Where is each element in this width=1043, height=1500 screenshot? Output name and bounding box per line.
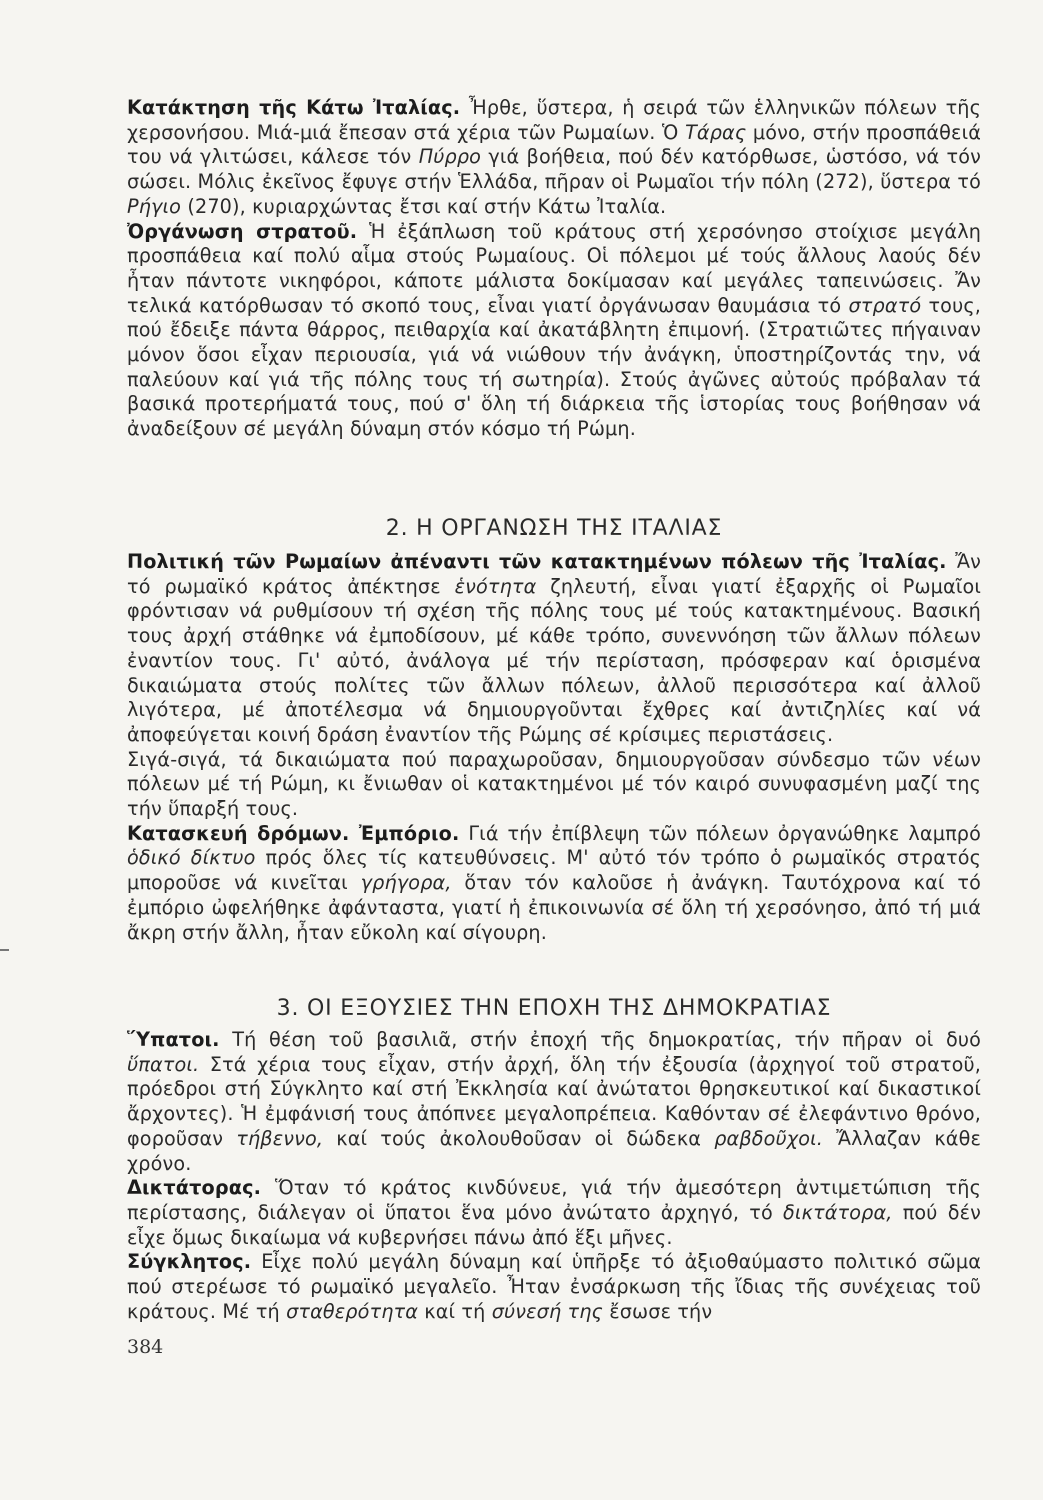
- paragraph-text: ζηλευτή, εἶναι γιατί ἐξαρχῆς οἱ Ρωμαῖοι φρόντισαν νά ρυθμίσουν τή σχέση τῆς πόλης τους μέ τούς κατακτημένους. Βασική τους ἀρχή στάθηκε νά ἐμποδίσουν, μέ κάθε τρόπο, συνεννόηση τῶν ἄλλων πόλεων ἐναντίον τους. Γι' αὐτό, ἀνάλογα μέ τήν περίσταση, πρόσφεραν καί ὁρισμένα δικαιώματα στούς πολίτες τῶν ἄλλων πόλεων, ἀλλοῦ περισσότερα καί ἀλλοῦ λιγότερα, μέ ἀποτέλεσμα νά δημιουργοῦνται ἔχθρες καί ἀντιζηλίες καί νά ἀποφεύγεται κοινή δράση ἐναντίον τῆς Ρώμης σέ κρίσιμες περιστάσεις.: [127, 574, 982, 746]
- paragraph-lead: Σύγκλητος.: [127, 1250, 252, 1274]
- paragraph-text: Ἄλλαζαν κάθε χρόνο.: [127, 1126, 981, 1175]
- emphasis-term: ὁδικό δίκτυο: [127, 846, 256, 870]
- paragraph-text: Ἄν τό ρωμαϊκό κράτος ἀπέκτησε: [127, 550, 981, 598]
- emphasis-term: Τάρας: [685, 120, 747, 144]
- paragraph-text: Τή θέση τοῦ βασιλιᾶ, στήν ἐποχή τῆς δημοκρατίας, τήν πῆραν οἱ δυό: [219, 1028, 981, 1051]
- paragraph-consuls: [127, 1028, 981, 1176]
- paragraph-text: ἔσωσε τήν: [602, 1299, 713, 1323]
- paragraph-text: ὅταν τόν καλοῦσε ἡ ἀνάγκη. Ταυτόχρονα καί τό ἐμπόριο ὠφελήθηκε ἀφάνταστα, γιατί ἡ ἐπικοινωνία σέ ὅλη τή χερσόνησο, ἀπό τή μιά ἄκρη στήν ἄλλη, ἦταν εὔκολη καί σίγουρη.: [127, 871, 981, 944]
- emphasis-term: ἑνότητα: [454, 574, 537, 598]
- paragraph-text: Ὅταν τό κράτος κινδύνευε, γιά τήν ἀμεσότερη ἀντιμετώπιση τῆς περίστασης, διάλεγαν οἱ ὕπατοι ἕνα μόνο ἀνώτατο ἀρχηγό, τό: [127, 1176, 981, 1224]
- text-block-organisation: [127, 550, 981, 945]
- emphasis-term: γρήγορα,: [360, 871, 452, 895]
- paragraph-text: πρός ὅλες τίς κατευθύνσεις. Μ' αὐτό τόν τρόπο ὁ ρωμαϊκός στρατός μποροῦσε νά κινεῖται: [127, 846, 981, 895]
- paragraph-text: καί τή: [418, 1299, 492, 1323]
- emphasis-term: Πύρρο: [418, 145, 482, 169]
- text-block-powers: [127, 1028, 981, 1324]
- paragraph-conquest-south-italy: [127, 96, 981, 220]
- emphasis-term: δικτάτορα,: [783, 1200, 893, 1224]
- paragraph-text: τους, πού ἔδειξε πάντα θάρρος, πειθαρχία καί ἀκατάβλητη ἐπιμονή. (Στρατιῶτες πήγαιναν μόνον ὅσοι εἶχαν περιουσία, γιά νά νιώθουν τήν ἀνάγκη, ὑποστηρίζοντάς την, νά παλεύουν καί γιά τῆς πόλης τους τή σωτηρία). Στούς ἀγῶνες αὐτούς πρόβαλαν τά βασικά προτερήματά τους, πού σ' ὅλη τή διάρκεια τῆς ἱστορίας τους βοήθησαν νά ἀναδείξουν σέ μεγάλη δύναμη στόν κόσμο τή Ρώμη.: [127, 293, 981, 441]
- paragraph-text: Σιγά-σιγά, τά δικαιώματα πού παραχωροῦσαν, δημιουργοῦσαν σύνδεσμο τῶν νέων πόλεων μέ τή Ρώμη, κι ἔνιωθαν οἱ κατακτημένοι μέ τόν καιρό συνυφασμένη μαζί της τήν ὕπαρξή τους.: [127, 747, 981, 821]
- paragraph-text: Στά χέρια τους εἶχαν, στήν ἀρχή, ὅλη τήν ἐξουσία (ἀρχηγοί τοῦ στρατοῦ, πρόεδροι στή Σύγκλητο καί στή Ἐκκλησία καί ἀνώτατοι θρησκευτικοί καί δικαστικοί ἄρχοντες). Ἡ ἐμφάνισή τους ἀπόπνεε μεγαλοπρέπεια. Καθόνταν σέ ἐλεφάντινο θρόνο, φοροῦσαν: [127, 1052, 981, 1150]
- paragraph-lead: Ὕπατοι.: [127, 1028, 220, 1051]
- paragraph-text: Ἡ ἐξάπλωση τοῦ κράτους στή χερσόνησο στοίχισε μεγάλη προσπάθεια καί πολύ αἷμα στούς Ρωμαίους. Οἱ πόλεμοι μέ τούς ἄλλους λαούς δέν ἦταν πάντοτε νικηφόροι, κάποτε μάλιστα δοκίμασαν καί μεγάλες ταπεινώσεις. Ἄν τελικά κατόρθωσαν τό σκοπό τους, εἶναι γιατί ὀργάνωσαν θαυμάσια τό: [127, 219, 982, 317]
- paragraph-roads-trade: [127, 822, 981, 946]
- margin-mark: [0, 949, 9, 951]
- paragraph-text: γιά βοήθεια, πού δέν κατόρθωσε, ὡστόσο, νά τόν σώσει. Μόλις ἐκεῖνος ἔφυγε στήν Ἑλλάδα, πῆραν οἱ Ρωμαῖοι τήν πόλη (272), ὕστερα τό: [127, 145, 981, 194]
- paragraph-roman-policy: [127, 550, 981, 748]
- paragraph-lead: Κατάκτηση τῆς Κάτω Ἰταλίας.: [127, 96, 461, 119]
- emphasis-term: σύνεσή της: [491, 1299, 603, 1323]
- paragraph-senate: [127, 1250, 981, 1324]
- paragraph-text: πού δέν εἶχε ὅμως δικαίωμα νά κυβερνήσει πάνω ἀπό ἕξι μῆνες.: [127, 1200, 981, 1249]
- paragraph-army-organisation: [127, 220, 981, 442]
- paragraph-text: μόνο, στήν προσπάθειά του νά γλιτώσει, κάλεσε τόν: [127, 120, 982, 169]
- paragraph-text: (270), κυριαρχώντας ἔτσι καί στήν Κάτω Ἰταλία.: [181, 194, 667, 218]
- emphasis-term: τήβεννο,: [236, 1126, 324, 1150]
- text-block-conquest: [127, 96, 981, 442]
- emphasis-term: Ρήγιο: [127, 194, 182, 218]
- paragraph-lead: Ὀργάνωση στρατοῦ.: [127, 219, 358, 243]
- paragraph-rights: [127, 748, 981, 822]
- paragraph-lead: Πολιτική τῶν Ρωμαίων ἀπέναντι τῶν κατακτημένων πόλεων τῆς Ἰταλίας.: [127, 550, 947, 573]
- page-number: 384: [127, 1336, 164, 1358]
- paragraph-text: Ἦρθε, ὕστερα, ἡ σειρά τῶν ἑλληνικῶν πόλεων τῆς χερσονήσου. Μιά-μιά ἔπεσαν στά χέρια τῶν Ρωμαίων. Ὁ: [127, 96, 982, 144]
- section-heading-organisation: 2. Η ΟΡΓΑΝΩΣΗ ΤΗΣ ΙΤΑΛΙΑΣ: [385, 516, 723, 541]
- section-heading-powers: 3. ΟΙ ΕΞΟΥΣΙΕΣ ΤΗΝ ΕΠΟΧΗ ΤΗΣ ΔΗΜΟΚΡΑΤΙΑΣ: [276, 996, 832, 1021]
- emphasis-term: ραβδοῦχοι.: [714, 1126, 824, 1150]
- emphasis-term: ὕπατοι.: [127, 1052, 200, 1076]
- paragraph-text: Εἶχε πολύ μεγάλη δύναμη καί ὑπῆρξε τό ἀξιοθαύμαστο πολιτικό σῶμα πού στερέωσε τό ρωμαϊκό μεγαλεῖο. Ἦταν ἐνσάρκωση τῆς ἴδιας τῆς συνέχειας τοῦ κράτους. Μέ τή: [127, 1250, 981, 1323]
- paragraph-lead: Δικτάτορας.: [127, 1176, 262, 1200]
- paragraph-lead: Κατασκευή δρόμων. Ἐμπόριο.: [127, 821, 460, 845]
- paragraph-text: καί τούς ἀκολουθοῦσαν οἱ δώδεκα: [323, 1126, 715, 1150]
- paragraph-text: Γιά τήν ἐπίβλεψη τῶν πόλεων ὀργανώθηκε λαμπρό: [459, 821, 982, 845]
- emphasis-term: σταθερότητα: [286, 1299, 419, 1323]
- emphasis-term: στρατό: [848, 293, 922, 317]
- paragraph-dictator: [127, 1176, 981, 1250]
